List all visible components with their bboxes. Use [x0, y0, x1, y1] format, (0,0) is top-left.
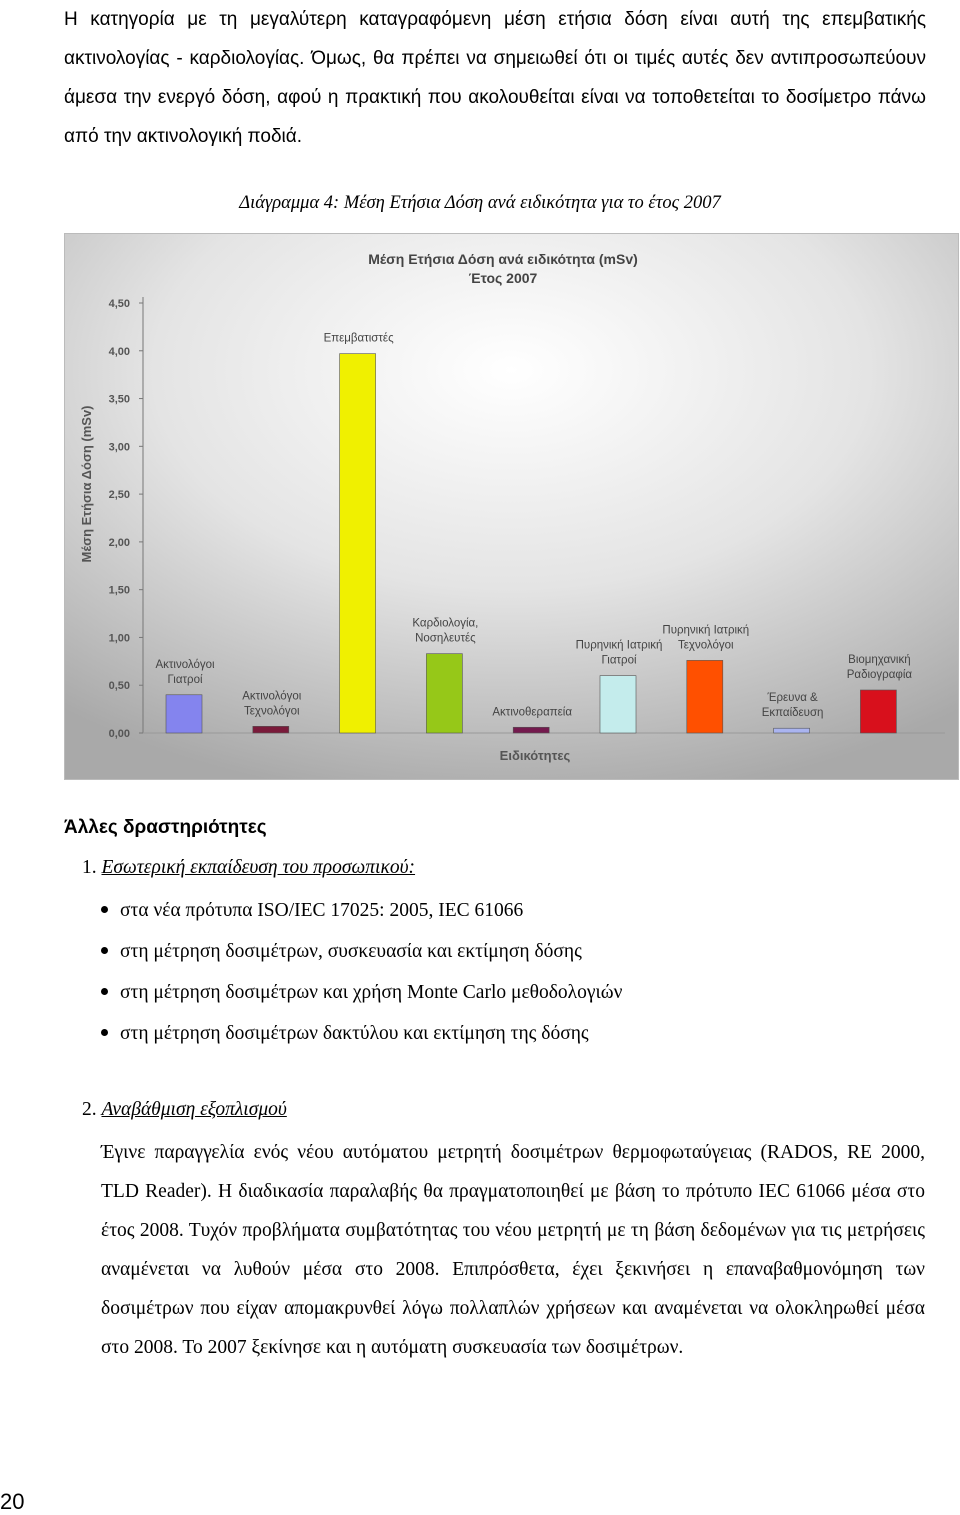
y-tick-label: 1,50: [108, 584, 130, 597]
bar: [340, 354, 376, 733]
y-tick-label: 4,50: [108, 298, 130, 310]
bar-category-label: Γιατροί: [601, 654, 637, 667]
bar: [860, 690, 896, 733]
bar: [774, 728, 810, 733]
bar-category-label: Γιατροί: [167, 673, 203, 686]
y-tick-label: 1,00: [108, 632, 130, 645]
bar: [687, 660, 723, 733]
bar-category-label: Ακτινολόγοι: [242, 690, 302, 703]
bar-category-label: Ραδιογραφία: [846, 669, 913, 681]
y-tick-label: 0,50: [108, 680, 130, 693]
bar-category-label: Επεμβατιστές: [323, 332, 394, 345]
figure-caption: Διάγραμμα 4: Μέση Ετήσια Δόση ανά ειδικότητα για το έτος 2007: [239, 193, 721, 213]
bar-category-label: Βιομηχανική: [848, 654, 911, 666]
bar-category-label: Τεχνολόγοι: [678, 639, 734, 652]
list-item: στη μέτρηση δοσιμέτρων, συσκευασία και εκτίμηση δόσης: [100, 931, 622, 972]
bar: [426, 654, 462, 733]
bar-category-label: Τεχνολόγοι: [244, 705, 300, 718]
x-axis-label: Ειδικότητες: [499, 748, 571, 763]
training-bullet-list: [100, 890, 622, 1054]
equipment-paragraph: [101, 1133, 925, 1367]
item2-number: 2.: [82, 1099, 97, 1120]
item2-heading: [82, 1099, 287, 1121]
bar-category-label: Καρδιολογία,: [412, 617, 479, 630]
list-item: στη μέτρηση δοσιμέτρων και χρήση Monte Carlo μεθοδολογιών: [100, 972, 622, 1013]
y-axis-label: Μέση Ετήσια Δόση (mSv): [79, 405, 94, 563]
bar-category-label: Έρευνα &: [767, 692, 818, 705]
bar-category-label: Ακτινολόγοι: [155, 658, 215, 671]
item2-title: Αναβάθμιση εξοπλισμού: [101, 1099, 287, 1120]
page-number: 20: [0, 1489, 25, 1514]
y-tick-label: 4,00: [108, 345, 130, 358]
chart-subtitle: Έτος 2007: [468, 270, 538, 286]
y-tick-label: 0,00: [108, 728, 130, 740]
item1-title: Εσωτερική εκπαίδευση του προσωπικού:: [101, 857, 416, 878]
bar: [253, 726, 289, 733]
y-tick-label: 2,50: [108, 489, 130, 502]
y-tick-label: 2,00: [108, 536, 130, 549]
item2-text: Έγινε παραγγελία ενός νέου αυτόματου μετρητή δοσιμέτρων θερμοφωταύγειας (RADOS, RE 2000, TLD Reader). Η διαδικασία παραλαβής θα πραγματοποιηθεί με βάση το πρότυπο IEC 61066 μέσα στο έτος 2008. Τυχόν προβλήματα συμβατότητας του νέου μετρητή με τη βάση δεδομένων για τις μετρήσεις αναμένεται να λυθούν μέσα στο 2008. Επιπρόσθετα, έχει ξεκινήσει η επαναβαθμονόμηση των δοσιμέτρων που είχαν απομακρυνθεί λόγω πολλαπλών χρήσεων και αναμένεται να ολοκληρωθεί μέσα στο 2008. Το 2007 ξεκίνησε και η αυτόματη συσκευασία των δοσιμέτρων.: [101, 1142, 925, 1358]
dose-chart: [64, 233, 959, 780]
intro-text: Η κατηγορία με τη μεγαλύτερη καταγραφόμενη μέση ετήσια δόση είναι αυτή της επεμβατικής ακτινολογίας - καρδιολογίας. Όμως, θα πρέπει να σημειωθεί ότι οι τιμές αυτές δεν αντιπροσωπεύουν άμεσα την ενεργό δόση, αφού η πρακτική που ακολουθείται είναι να τοποθετείται το δοσίμετρο πάνω από την ακτινολογική ποδιά.: [64, 9, 926, 147]
bar-category-label: Πυρηνική Ιατρική: [662, 624, 750, 637]
bar-category-label: Εκπαίδευση: [761, 707, 824, 720]
bar: [513, 727, 549, 733]
item1-number: 1.: [82, 857, 97, 878]
item1-heading: [82, 857, 415, 879]
section-heading: Άλλες δραστηριότητες: [64, 817, 267, 838]
bar: [600, 676, 636, 733]
y-tick-label: 3,00: [108, 441, 130, 454]
y-tick-label: 3,50: [108, 393, 130, 406]
chart-title: Μέση Ετήσια Δόση ανά ειδικότητα (mSv): [368, 251, 638, 267]
dose-chart-svg: [65, 234, 958, 779]
bar-category-label: Ακτινοθεραπεία: [492, 706, 573, 719]
bar: [166, 695, 202, 733]
intro-paragraph: [64, 0, 926, 156]
list-item: στη μέτρηση δοσιμέτρων δακτύλου και εκτίμηση της δόσης: [100, 1013, 622, 1054]
bar-category-label: Πυρηνική Ιατρική: [575, 639, 663, 652]
list-item: στα νέα πρότυπα ISO/IEC 17025: 2005, IEC 61066: [100, 890, 622, 931]
bar-category-label: Νοσηλευτές: [415, 632, 476, 645]
